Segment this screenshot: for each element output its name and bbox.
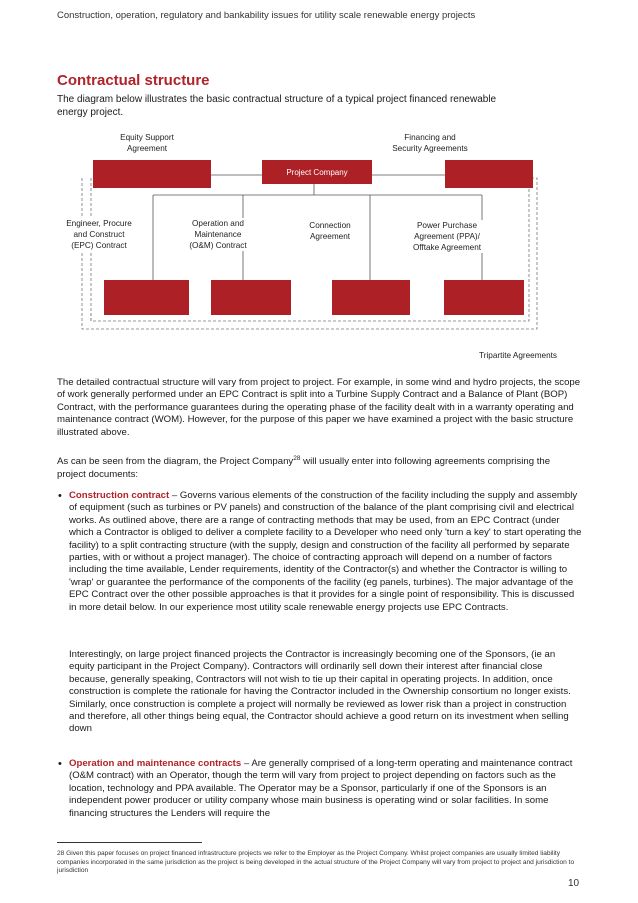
bullet-1-text: – Governs various elements of the construction of the facility including the supply and assembly of equipment (such as turbines or PV panels) and construction of the balance of the plant comprising civil and electrical works. As outlined above, there are a range of contracting methods that may be used, from an EPC Contract (under which a Contractor is obliged to deliver a complete facility to a Developer who need only 'turn a key' to start operating the facility) to a split contracting structure (with the supply, design and construction of the facility all performed by separate parties, with or without a project manager). The choice of contracting approach will depend on a number of factors including the time available, Lender requirements, identity of the Contractor(s) and whether the Contractor is willing to 'wrap' or guarantee the performance of the components of the facility (eg panels, turbines). The major advantage of the EPC Contract over the other possible approaches is that it provides for a single point of responsibility. This is discussed in more detail below. In our experience most utility scale renewable energy projects use EPC Contracts. [69,490,582,613]
financing-box [445,160,533,188]
page-header: Construction, operation, regulatory and bankability issues for utility scale renewable energy projects [57,10,476,21]
footnote-ref: 28 [293,455,301,462]
om-box [211,280,291,315]
bullet-om-contracts [69,758,583,820]
bullet-2-heading: Operation and maintenance contracts [69,758,242,769]
paragraph-agreements-text-b: will usually enter into following agreements comprising the project documents: [57,456,551,480]
ppa-box [444,280,524,315]
project-company-label: Project Company [286,167,348,177]
footnote-28: 28 Given this paper focuses on project financed infrastructure projects we refer to the Employer as the Project Company. Whilst project companies are usually limited liability companies incorporated in the same jurisdiction as the project is being developed in the actual structure of the Project Company will vary from project to project and jurisdiction to jurisdiction [57,850,575,875]
bullet-construction-contract [69,490,583,614]
connection-box [332,280,410,315]
financing-security-label: Financing and Security Agreements [392,133,468,153]
bullet-1-heading: Construction contract [69,490,170,501]
paragraph-agreements-text-a: As can be seen from the diagram, the Project Company [57,456,294,468]
bullet-1-marker: • [58,490,62,502]
intro-text: The diagram below illustrates the basic contractual structure of a typical project financed renewable energy project. [57,94,497,118]
ppa-label: Power Purchase Agreement (PPA)/ Offtake Agreement [403,220,491,253]
tripartite-label: Tripartite Agreements [479,351,557,360]
contract-diagram [57,128,557,368]
project-company-box [262,160,372,184]
bullet-1-paragraph-2: Interestingly, on large project financed projects the Contractor is increasingly becoming one of the Sponsors, (ie an equity participant in the Project Company). Contractors will ordinarily sell down their interest after financial close because, generally speaking, Contractors will not wish to tie up their capital in operating projects. In addition, once construction is complete the rationale for having the Contractor included in the Ownership consortium no longer exists. Similarly, once construction is complete a project will normally be reviewed as lower risk than a project in construction and therefore, all other things being equal, the Contractor should achieve a good return on its investment when selling down [69,649,571,735]
paragraph-agreements [57,453,557,481]
paragraph-variation: The detailed contractual structure will vary from project to project. For example, in some wind and hydro projects, the scope of work generally performed under an EPC Contract is split into a Turbine Supply Contract and a Balance of Plant (BOP) Contract, with the performance guarantees during the operating phase of the facility dealt with in a warranty operating and maintenance contract (WOM). However, for the purpose of this paper we have examined a project with the basic structure illustrated above. [57,377,581,438]
epc-label: Engineer, Procure and Construct (EPC) Contract [57,218,141,251]
bullet-2-marker: • [58,758,62,770]
bullet-2-text: – Are generally comprised of a long-term operating and maintenance contract (O&M contract) with an Operator, though the term will vary from project to project depending on factors such as the location, technology and PPA available. The Operator may be a Sponsor, particularly if one of the Sponsors is an independent power producer or utility company whose main business is operating wind or solar facilities. In some financing structures the Lenders will require the [69,758,573,819]
footnote-divider [57,842,202,843]
section-heading: Contractual structure [57,72,210,89]
connection-label: Connection Agreement [299,220,361,242]
epc-box [104,280,189,315]
page-number: 10 [568,878,580,889]
equity-box [93,160,211,188]
equity-support-label: Equity Support Agreement [120,133,174,153]
om-label: Operation and Maintenance (O&M) Contract [181,218,255,251]
